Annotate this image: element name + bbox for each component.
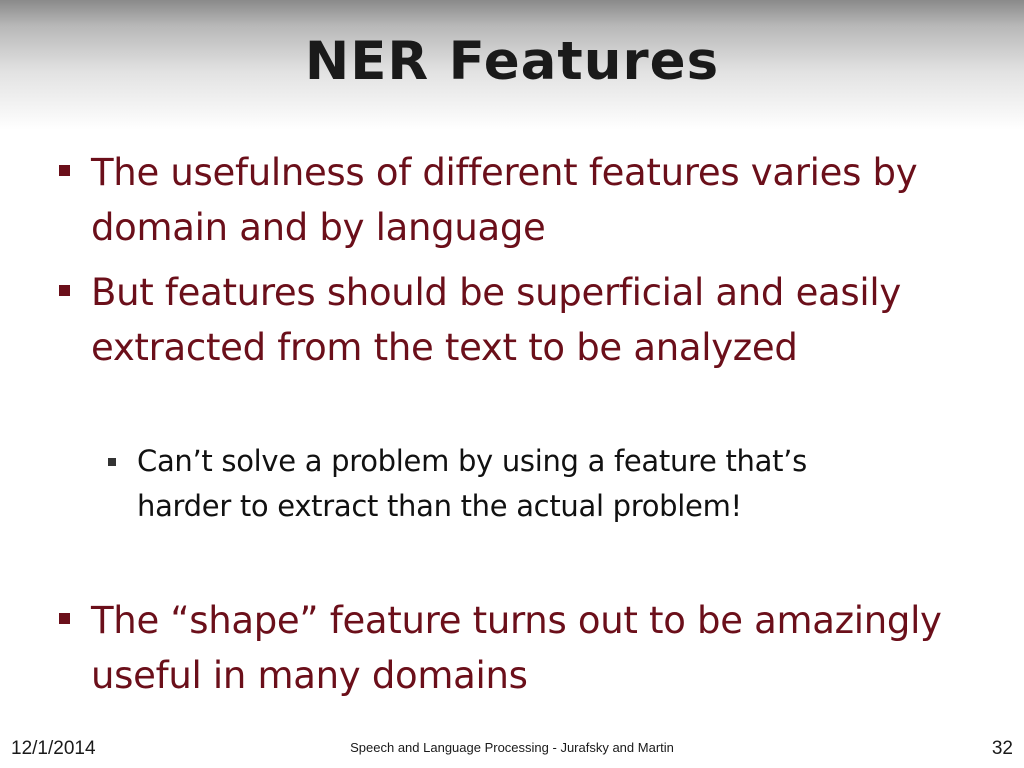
footer-date: 12/1/2014: [11, 738, 96, 759]
sub-bullet-item: Can’t solve a problem by using a feature that’s harder to extract than the actual problem!: [137, 444, 807, 523]
slide-title: NER Features: [304, 31, 720, 92]
bullet-item: But features should be superficial and easily extracted from the text to be analyzed: [91, 271, 901, 369]
bullet-marker-icon: [59, 285, 70, 296]
bullet-marker-icon: [59, 165, 70, 176]
sub-bullet-marker-icon: [108, 458, 116, 466]
bullet-item: The usefulness of different features varies by domain and by language: [91, 151, 918, 249]
footer-credit: Speech and Language Processing - Jurafsky and Martin: [350, 740, 674, 755]
page-number: 32: [991, 738, 1013, 759]
bullet-marker-icon: [59, 613, 70, 624]
bullet-item: The “shape” feature turns out to be amazingly useful in many domains: [91, 599, 942, 697]
